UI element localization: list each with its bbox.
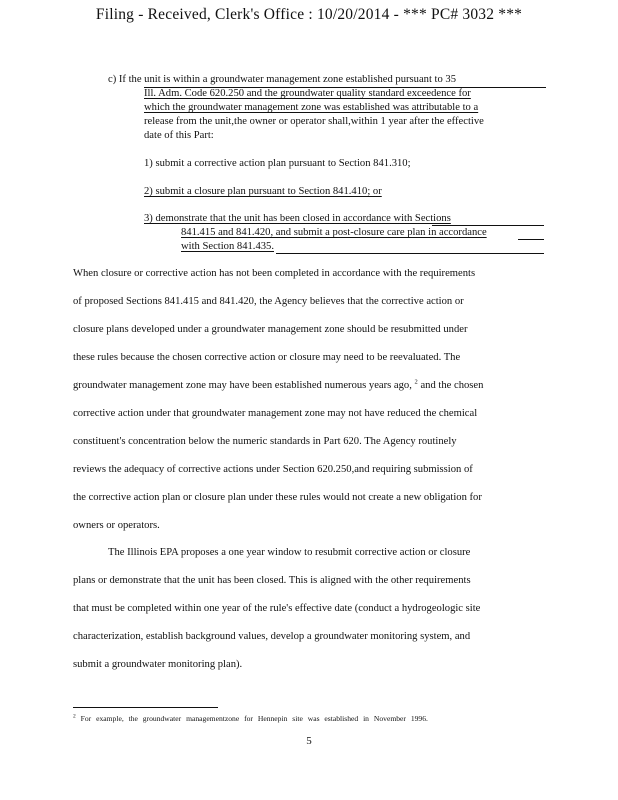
section-c-line-5: date of this Part:: [144, 130, 214, 141]
underline: [518, 239, 544, 240]
item-2: 2) submit a closure plan pursuant to Section 841.410; or: [144, 186, 382, 197]
footnote-number: 2: [73, 713, 76, 720]
paragraph-2-line-4: characterization, establish background values, develop a groundwater monitoring system, and: [73, 631, 471, 642]
footnote: [73, 714, 428, 723]
paragraph-1-line-1: When closure or corrective action has not been completed in accordance with the requirements: [73, 268, 476, 279]
section-c-line-4: release from the unit,the owner or operator shall,within 1 year after the effective: [144, 116, 484, 127]
paragraph-1-line-9: the corrective action plan or closure plan under these rules would not create a new obligation for: [73, 492, 482, 503]
paragraph-1-line-5: [73, 380, 483, 392]
paragraph-1-line-7: constituent's concentration below the numeric standards in Part 620. The Agency routinely: [73, 436, 457, 447]
footnote-reference[interactable]: 2: [414, 378, 418, 386]
footnote-text: For example, the groundwater managementzone for Hennepin site was established in November 1996.: [80, 714, 428, 723]
paragraph-2-line-1: The Illinois EPA proposes a one year window to resubmit corrective action or closure: [108, 547, 471, 558]
item-1: 1) submit a corrective action plan pursuant to Section 841.310;: [144, 158, 411, 169]
paragraph-1-line-3: closure plans developed under a groundwater management zone should be resubmitted under: [73, 324, 468, 335]
filing-header: Filing - Received, Clerk's Office : 10/20/2014 - *** PC# 3032 ***: [95, 6, 523, 23]
footnote-divider: [73, 707, 218, 708]
paragraph-1-line-10: owners or operators.: [73, 520, 160, 531]
item-3-line-2: 841.415 and 841.420, and submit a post-closure care plan in accordance: [181, 227, 487, 238]
paragraph-2-line-5: submit a groundwater monitoring plan).: [73, 659, 243, 670]
section-c-line-3: which the groundwater management zone was established was attributable to a: [144, 102, 479, 113]
paragraph-2-line-2: plans or demonstrate that the unit has been closed. This is aligned with the other requirements: [73, 575, 471, 586]
paragraph-1-line-8: reviews the adequacy of corrective actions under Section 620.250,and requiring submission of: [73, 464, 473, 475]
page-number: 5: [306, 735, 312, 747]
paragraph-1-line-6: corrective action under that groundwater management zone may not have reduced the chemical: [73, 408, 478, 419]
section-c-line-1: c) If the unit is within a groundwater management zone established pursuant to 35: [108, 74, 457, 85]
paragraph-1-line-2: of proposed Sections 841.415 and 841.420, the Agency believes that the corrective action or: [73, 296, 464, 307]
section-c-line-2: Ill. Adm. Code 620.250 and the groundwater quality standard exceedence for: [144, 88, 471, 99]
paragraph-1-line-5-tail: and the chosen: [420, 380, 484, 391]
item-3-line-3: with Section 841.435.: [181, 241, 274, 252]
paragraph-1-line-4: these rules because the chosen corrective action or closure may need to be reevaluated. The: [73, 352, 461, 363]
paragraph-1-line-5-text: groundwater management zone may have been established numerous years ago,: [73, 380, 412, 391]
paragraph-2-line-3: that must be completed within one year of the rule's effective date (conduct a hydrogeologic site: [73, 603, 481, 614]
underline: [432, 225, 544, 226]
item-3-line-1: 3) demonstrate that the unit has been closed in accordance with Sections: [144, 213, 451, 224]
underline: [276, 253, 544, 254]
